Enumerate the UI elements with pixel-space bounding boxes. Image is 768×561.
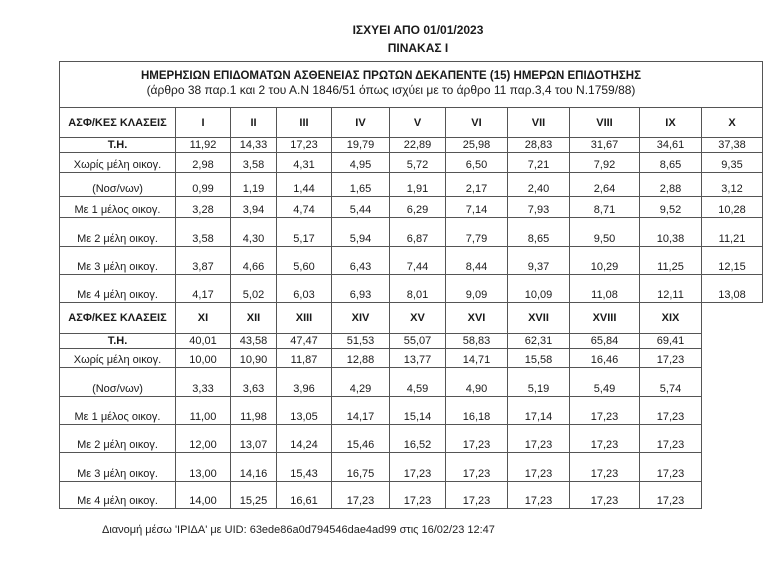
value-cell: 11,87 (277, 349, 332, 368)
value-cell: 13,77 (390, 349, 446, 368)
value-cell: 11,25 (640, 247, 702, 275)
row-label: Με 4 μέλη οικογ. (60, 482, 176, 509)
value-cell: 62,31 (508, 334, 570, 349)
row-label: Χωρίς μέλη οικογ. (60, 349, 176, 368)
value-cell: 6,03 (277, 275, 332, 303)
value-cell: 11,92 (176, 138, 231, 153)
value-cell: 13,05 (277, 397, 332, 425)
value-cell: 17,23 (570, 453, 640, 482)
value-cell: 3,58 (176, 218, 231, 247)
value-cell: 2,17 (446, 173, 508, 197)
value-cell: 17,14 (508, 397, 570, 425)
value-cell: 3,12 (702, 173, 763, 197)
value-cell: 4,95 (332, 153, 390, 173)
value-cell: 15,46 (332, 425, 390, 453)
value-cell: 4,59 (390, 368, 446, 397)
table-subheading: (άρθρο 38 παρ.1 και 2 του Α.Ν 1846/51 όπως ισχύει με το άρθρο 11 παρ.3,4 του Ν.1759/88) (146, 83, 636, 97)
value-cell: 17,23 (640, 397, 702, 425)
value-cell: 17,23 (446, 425, 508, 453)
value-cell: 2,40 (508, 173, 570, 197)
row-label: (Νοσ/νων) (60, 173, 176, 197)
class-header-cell: III (277, 108, 332, 138)
row-label: Με 2 μέλη οικογ. (60, 425, 176, 453)
value-cell: 6,43 (332, 247, 390, 275)
value-cell: 5,49 (570, 368, 640, 397)
class-header-cell: XIII (277, 303, 332, 334)
value-cell: 16,75 (332, 453, 390, 482)
table-heading: ΗΜΕΡΗΣΙΩΝ ΕΠΙΔΟΜΑΤΩΝ ΑΣΘΕΝΕΙΑΣ ΠΡΩΤΩΝ ΔΕΚΑΠΕΝΤΕ (15) ΗΜΕΡΩΝ ΕΠΙΔΟΤΗΣΗΣ (141, 70, 641, 82)
value-cell: 9,37 (508, 247, 570, 275)
value-cell: 17,23 (446, 453, 508, 482)
value-cell: 3,87 (176, 247, 231, 275)
allowance-table-upper (59, 61, 763, 303)
value-cell: 4,74 (277, 197, 332, 218)
value-cell: 16,61 (277, 482, 332, 509)
value-cell: 25,98 (446, 138, 508, 153)
value-cell: 5,02 (231, 275, 277, 303)
value-cell: 8,71 (570, 197, 640, 218)
row-label: Με 1 μέλος οικογ. (60, 397, 176, 425)
value-cell: 5,60 (277, 247, 332, 275)
value-cell: 15,58 (508, 349, 570, 368)
value-cell: 4,17 (176, 275, 231, 303)
value-cell: 7,93 (508, 197, 570, 218)
value-cell: 14,24 (277, 425, 332, 453)
value-cell: 17,23 (640, 349, 702, 368)
class-header-cell: XV (390, 303, 446, 334)
value-cell: 3,94 (231, 197, 277, 218)
value-cell: 4,31 (277, 153, 332, 173)
value-cell: 51,53 (332, 334, 390, 349)
value-cell: 47,47 (277, 334, 332, 349)
value-cell: 2,64 (570, 173, 640, 197)
value-cell: 13,07 (231, 425, 277, 453)
class-header-label: ΑΣΦ/ΚΕΣ ΚΛΑΣΕΙΣ (60, 303, 176, 334)
value-cell: 1,91 (390, 173, 446, 197)
value-cell: 17,23 (508, 425, 570, 453)
value-cell: 10,90 (231, 349, 277, 368)
value-cell: 8,01 (390, 275, 446, 303)
value-cell: 40,01 (176, 334, 231, 349)
value-cell: 1,65 (332, 173, 390, 197)
value-cell: 12,11 (640, 275, 702, 303)
value-cell: 17,23 (508, 453, 570, 482)
row-label: Με 3 μέλη οικογ. (60, 247, 176, 275)
value-cell: 19,79 (332, 138, 390, 153)
value-cell: 6,87 (390, 218, 446, 247)
value-cell: 14,17 (332, 397, 390, 425)
value-cell: 11,00 (176, 397, 231, 425)
value-cell: 11,21 (702, 218, 763, 247)
value-cell: 2,98 (176, 153, 231, 173)
value-cell: 14,33 (231, 138, 277, 153)
value-cell: 10,29 (570, 247, 640, 275)
value-cell: 17,23 (277, 138, 332, 153)
value-cell: 17,23 (446, 482, 508, 509)
value-cell: 34,61 (640, 138, 702, 153)
value-cell: 6,50 (446, 153, 508, 173)
value-cell: 4,90 (446, 368, 508, 397)
value-cell: 17,23 (640, 425, 702, 453)
class-header-cell: V (390, 108, 446, 138)
value-cell: 17,23 (640, 453, 702, 482)
class-header-cell: IX (640, 108, 702, 138)
value-cell: 7,14 (446, 197, 508, 218)
class-header-label: ΑΣΦ/ΚΕΣ ΚΛΑΣΕΙΣ (60, 108, 176, 138)
table-name-title: ΠΙΝΑΚΑΣ Ι (387, 41, 449, 55)
value-cell: 9,09 (446, 275, 508, 303)
value-cell: 10,28 (702, 197, 763, 218)
value-cell: 10,38 (640, 218, 702, 247)
class-header-cell: XIV (332, 303, 390, 334)
row-label: Με 3 μέλη οικογ. (60, 453, 176, 482)
distribution-footer: Διανομή μέσω 'ΙΡΙΔΑ' με UID: 63ede86a0d794546dae4ad99 στις 16/02/23 12:47 (102, 524, 495, 536)
value-cell: 6,93 (332, 275, 390, 303)
class-header-cell: I (176, 108, 231, 138)
class-header-cell: X (702, 108, 763, 138)
class-header-cell: IV (332, 108, 390, 138)
value-cell: 43,58 (231, 334, 277, 349)
value-cell: 17,23 (640, 482, 702, 509)
value-cell: 4,29 (332, 368, 390, 397)
class-header-cell: XII (231, 303, 277, 334)
row-label: Με 4 μέλη οικογ. (60, 275, 176, 303)
value-cell: 9,35 (702, 153, 763, 173)
value-cell: 3,33 (176, 368, 231, 397)
row-label: Με 1 μέλος οικογ. (60, 197, 176, 218)
value-cell: 5,44 (332, 197, 390, 218)
value-cell: 8,44 (446, 247, 508, 275)
row-label: Χωρίς μέλη οικογ. (60, 153, 176, 173)
class-header-cell: XVIII (570, 303, 640, 334)
value-cell: 9,50 (570, 218, 640, 247)
value-cell: 17,23 (332, 482, 390, 509)
value-cell: 12,00 (176, 425, 231, 453)
value-cell: 5,72 (390, 153, 446, 173)
value-cell: 11,08 (570, 275, 640, 303)
value-cell: 16,52 (390, 425, 446, 453)
value-cell: 3,28 (176, 197, 231, 218)
row-label: (Νοσ/νων) (60, 368, 176, 397)
allowance-table-lower (59, 303, 702, 509)
value-cell: 9,52 (640, 197, 702, 218)
class-header-cell: XVI (446, 303, 508, 334)
value-cell: 31,67 (570, 138, 640, 153)
value-cell: 15,43 (277, 453, 332, 482)
value-cell: 17,23 (390, 482, 446, 509)
value-cell: 16,18 (446, 397, 508, 425)
value-cell: 5,19 (508, 368, 570, 397)
table-title-cell (60, 62, 763, 108)
value-cell: 15,25 (231, 482, 277, 509)
value-cell: 7,44 (390, 247, 446, 275)
value-cell: 28,83 (508, 138, 570, 153)
value-cell: 17,23 (570, 397, 640, 425)
value-cell: 4,66 (231, 247, 277, 275)
class-header-cell: XI (176, 303, 231, 334)
class-header-cell: VI (446, 108, 508, 138)
value-cell: 7,92 (570, 153, 640, 173)
value-cell: 14,00 (176, 482, 231, 509)
row-label: Τ.Η. (60, 334, 176, 349)
row-label: Τ.Η. (60, 138, 176, 153)
value-cell: 12,15 (702, 247, 763, 275)
value-cell: 14,16 (231, 453, 277, 482)
value-cell: 1,44 (277, 173, 332, 197)
value-cell: 3,63 (231, 368, 277, 397)
value-cell: 13,00 (176, 453, 231, 482)
value-cell: 17,23 (570, 425, 640, 453)
value-cell: 1,19 (231, 173, 277, 197)
value-cell: 8,65 (640, 153, 702, 173)
value-cell: 2,88 (640, 173, 702, 197)
class-header-cell: XVII (508, 303, 570, 334)
value-cell: 22,89 (390, 138, 446, 153)
value-cell: 10,09 (508, 275, 570, 303)
value-cell: 17,23 (390, 453, 446, 482)
value-cell: 3,58 (231, 153, 277, 173)
value-cell: 58,83 (446, 334, 508, 349)
value-cell: 7,79 (446, 218, 508, 247)
value-cell: 8,65 (508, 218, 570, 247)
value-cell: 5,74 (640, 368, 702, 397)
value-cell: 6,29 (390, 197, 446, 218)
row-label: Με 2 μέλη οικογ. (60, 218, 176, 247)
class-header-cell: VII (508, 108, 570, 138)
class-header-cell: XIX (640, 303, 702, 334)
value-cell: 37,38 (702, 138, 763, 153)
value-cell: 69,41 (640, 334, 702, 349)
value-cell: 55,07 (390, 334, 446, 349)
value-cell: 5,17 (277, 218, 332, 247)
value-cell: 17,23 (508, 482, 570, 509)
value-cell: 17,23 (570, 482, 640, 509)
class-header-cell: VIII (570, 108, 640, 138)
class-header-cell: II (231, 108, 277, 138)
value-cell: 65,84 (570, 334, 640, 349)
effective-date-title: ΙΣΧΥΕΙ ΑΠΟ 01/01/2023 (352, 23, 484, 37)
value-cell: 3,96 (277, 368, 332, 397)
value-cell: 0,99 (176, 173, 231, 197)
value-cell: 12,88 (332, 349, 390, 368)
value-cell: 7,21 (508, 153, 570, 173)
value-cell: 14,71 (446, 349, 508, 368)
value-cell: 4,30 (231, 218, 277, 247)
value-cell: 10,00 (176, 349, 231, 368)
value-cell: 5,94 (332, 218, 390, 247)
value-cell: 16,46 (570, 349, 640, 368)
value-cell: 11,98 (231, 397, 277, 425)
value-cell: 13,08 (702, 275, 763, 303)
value-cell: 15,14 (390, 397, 446, 425)
